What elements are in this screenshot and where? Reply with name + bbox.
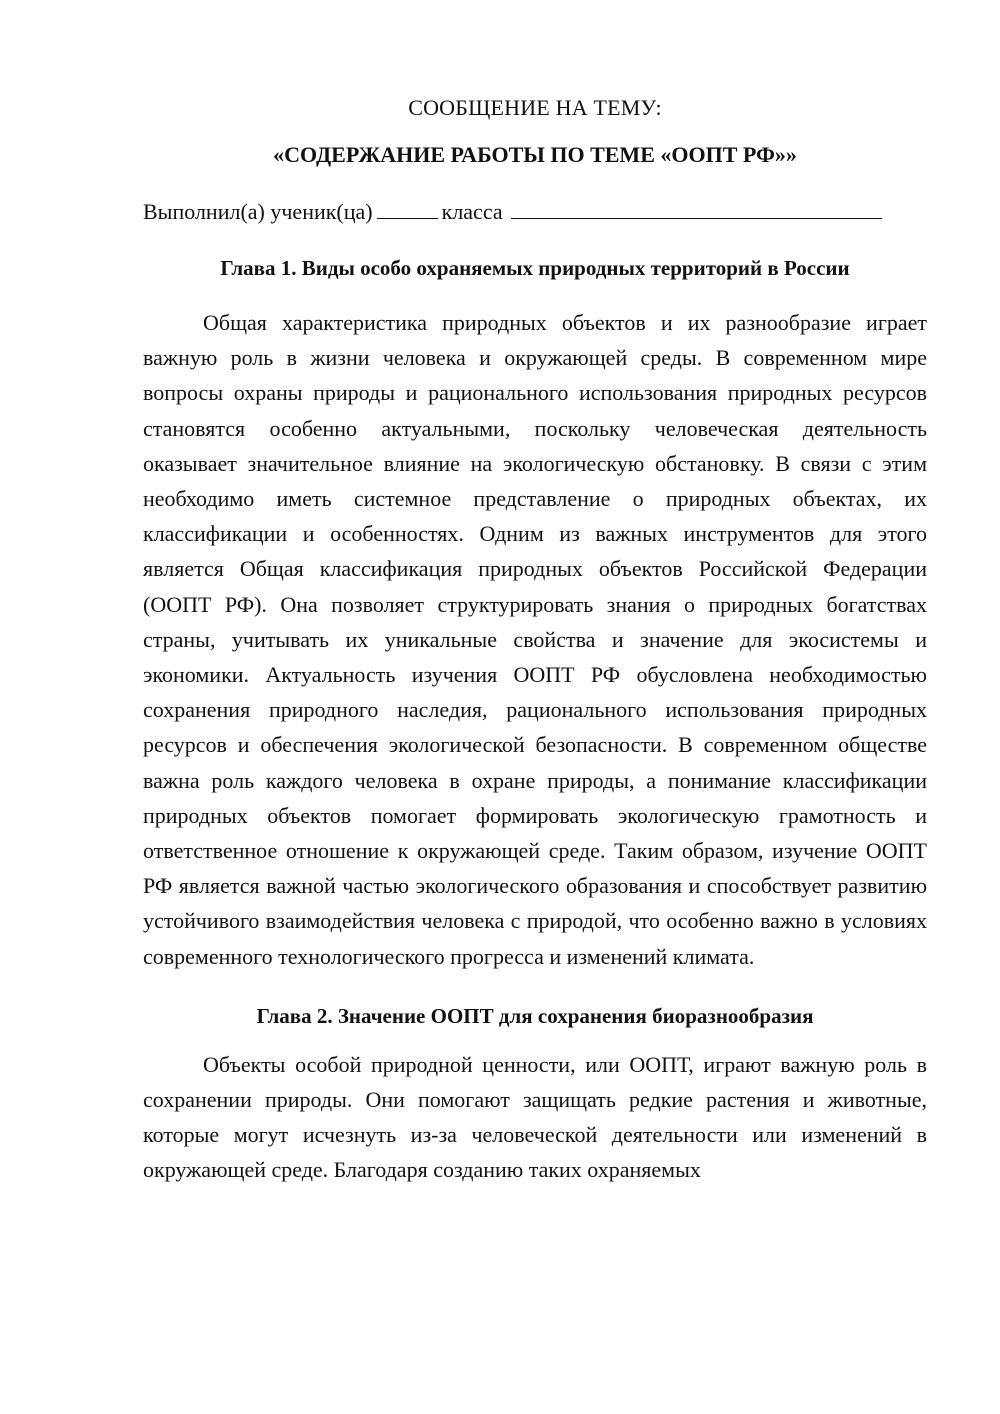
document-title-line-1: СООБЩЕНИЕ НА ТЕМУ:	[408, 95, 662, 120]
chapter-2-title: Глава 2. Значение ООПТ для сохранения биоразнообразия	[256, 1003, 814, 1028]
chapter-1-paragraph: Общая характеристика природных объектов и их разнообразие играет важную роль в жизни человека и окружающей среды. В современном мире вопросы охраны природы и рационального использования природных ресурсов становятся особенно актуальными, поскольку человеческая деятельность оказывает значительное влияние на экологическую обстановку. В связи с этим необходимо иметь системное представление о природных объектах, их классификации и особенностях. Одним из важных инструментов для этого является Общая классификация природных объектов Российской Федерации (ООПТ РФ). Она позволяет структурировать знания о природных богатствах страны, учитывать их уникальные свойства и значение для экосистемы и экономики. Актуальность изучения ООПТ РФ обусловлена необходимостью сохранения природного наследия, рационального использования природных ресурсов и обеспечения экологической безопасности. В современном обществе важна роль каждого человека в охране природы, а понимание классификации природных объектов помогает формировать экологическую грамотность и ответственное отношение к окружающей среде. Таким образом, изучение ООПТ РФ является важной частью экологического образования и способствует развитию устойчивого взаимодействия человека с природой, что особенно важно в условиях современного технологического прогресса и изменений климата.	[143, 310, 927, 969]
document-page	[143, 93, 927, 1188]
author-prefix: Выполнил(а) ученик(ца)	[143, 199, 373, 224]
chapter-1-title: Глава 1. Виды особо охраняемых природных территорий в России	[220, 256, 850, 280]
student-name-blank[interactable]	[511, 198, 882, 219]
class-label: класса	[441, 199, 503, 224]
chapter-2-paragraph: Объекты особой природной ценности, или ООПТ, играют важную роль в сохранении природы. Они помогают защищать редкие растения и животные, которые могут исчезнуть из-за человеческой деятельности или изменений в окружающей среде. Благодаря созданию таких охраняемых	[143, 1051, 927, 1183]
class-number-blank[interactable]	[377, 198, 438, 219]
document-title-line-2: «СОДЕРЖАНИЕ РАБОТЫ ПО ТЕМЕ «ООПТ РФ»»	[273, 142, 797, 167]
author-line	[143, 197, 927, 227]
